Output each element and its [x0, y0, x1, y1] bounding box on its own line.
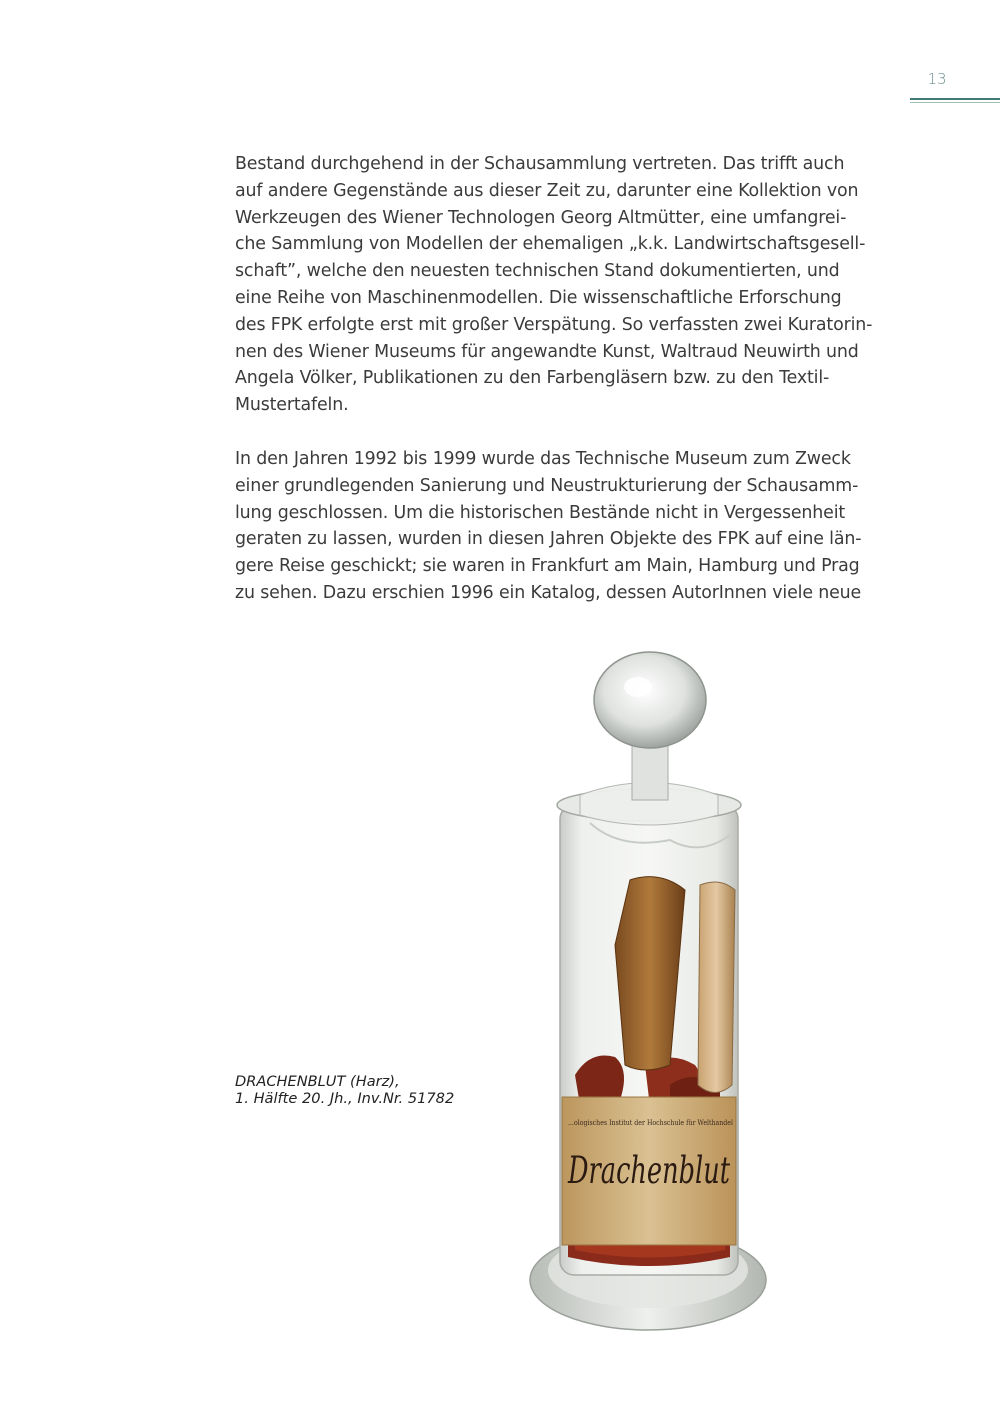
page-number: 13	[927, 70, 947, 88]
specimen-jar-photo	[520, 645, 780, 1345]
text-line: zu sehen. Dazu erschien 1996 ein Katalog, dessen AutorInnen viele neue	[235, 582, 862, 603]
text-line: einer grundlegenden Sanierung und Neustrukturierung der Schausamm-	[235, 475, 859, 496]
text-line: gere Reise geschickt; sie waren in Frankfurt am Main, Hamburg und Prag	[235, 556, 860, 577]
header-rule	[910, 98, 1000, 100]
text-line: Bestand durchgehend in der Schausammlung vertreten. Das trifft auch	[235, 154, 845, 174]
label-institute-text: ...ologisches Institut der Hochschule für Welthandel	[568, 1119, 734, 1127]
label-title-text: Drachenblut	[567, 1149, 731, 1192]
text-line: lung geschlossen. Um die historischen Bestände nicht in Vergessenheit	[235, 502, 846, 523]
text-line: Mustertafeln.	[235, 395, 349, 416]
figure-caption	[235, 1073, 495, 1107]
text-line: des FPK erfolgte erst mit großer Verspätung. So verfassten zwei Kuratorin-	[235, 314, 873, 335]
body-paragraph-2	[235, 446, 890, 607]
text-line: nen des Wiener Museums für angewandte Kunst, Waltraud Neuwirth und	[235, 341, 859, 362]
text-line: schaft”, welche den neuesten technischen Stand dokumentierten, und	[235, 261, 840, 282]
text-line: Werkzeugen des Wiener Technologen Georg Altmütter, eine umfangrei-	[235, 207, 847, 228]
body-paragraph-1	[235, 151, 890, 419]
text-line: geraten zu lassen, wurden in diesen Jahren Objekte des FPK auf eine län-	[235, 529, 862, 550]
header-rule-thin	[910, 102, 1000, 103]
caption-details: 1. Hälfte 20. Jh., Inv.Nr. 51782	[235, 1090, 455, 1107]
text-line: eine Reihe von Maschinenmodellen. Die wissenschaftliche Erforschung	[235, 287, 842, 308]
caption-title: DRACHENBLUT (Harz),	[235, 1073, 400, 1090]
text-line: auf andere Gegenstände aus dieser Zeit zu, darunter eine Kollektion von	[235, 180, 859, 201]
text-line: che Sammlung von Modellen der ehemaligen „k.k. Landwirtschaftsgesell-	[235, 234, 866, 255]
text-line: In den Jahren 1992 bis 1999 wurde das Technische Museum zum Zweck	[235, 449, 851, 469]
text-line: Angela Völker, Publikationen zu den Farbengläsern bzw. zu den Textil-	[235, 368, 830, 389]
